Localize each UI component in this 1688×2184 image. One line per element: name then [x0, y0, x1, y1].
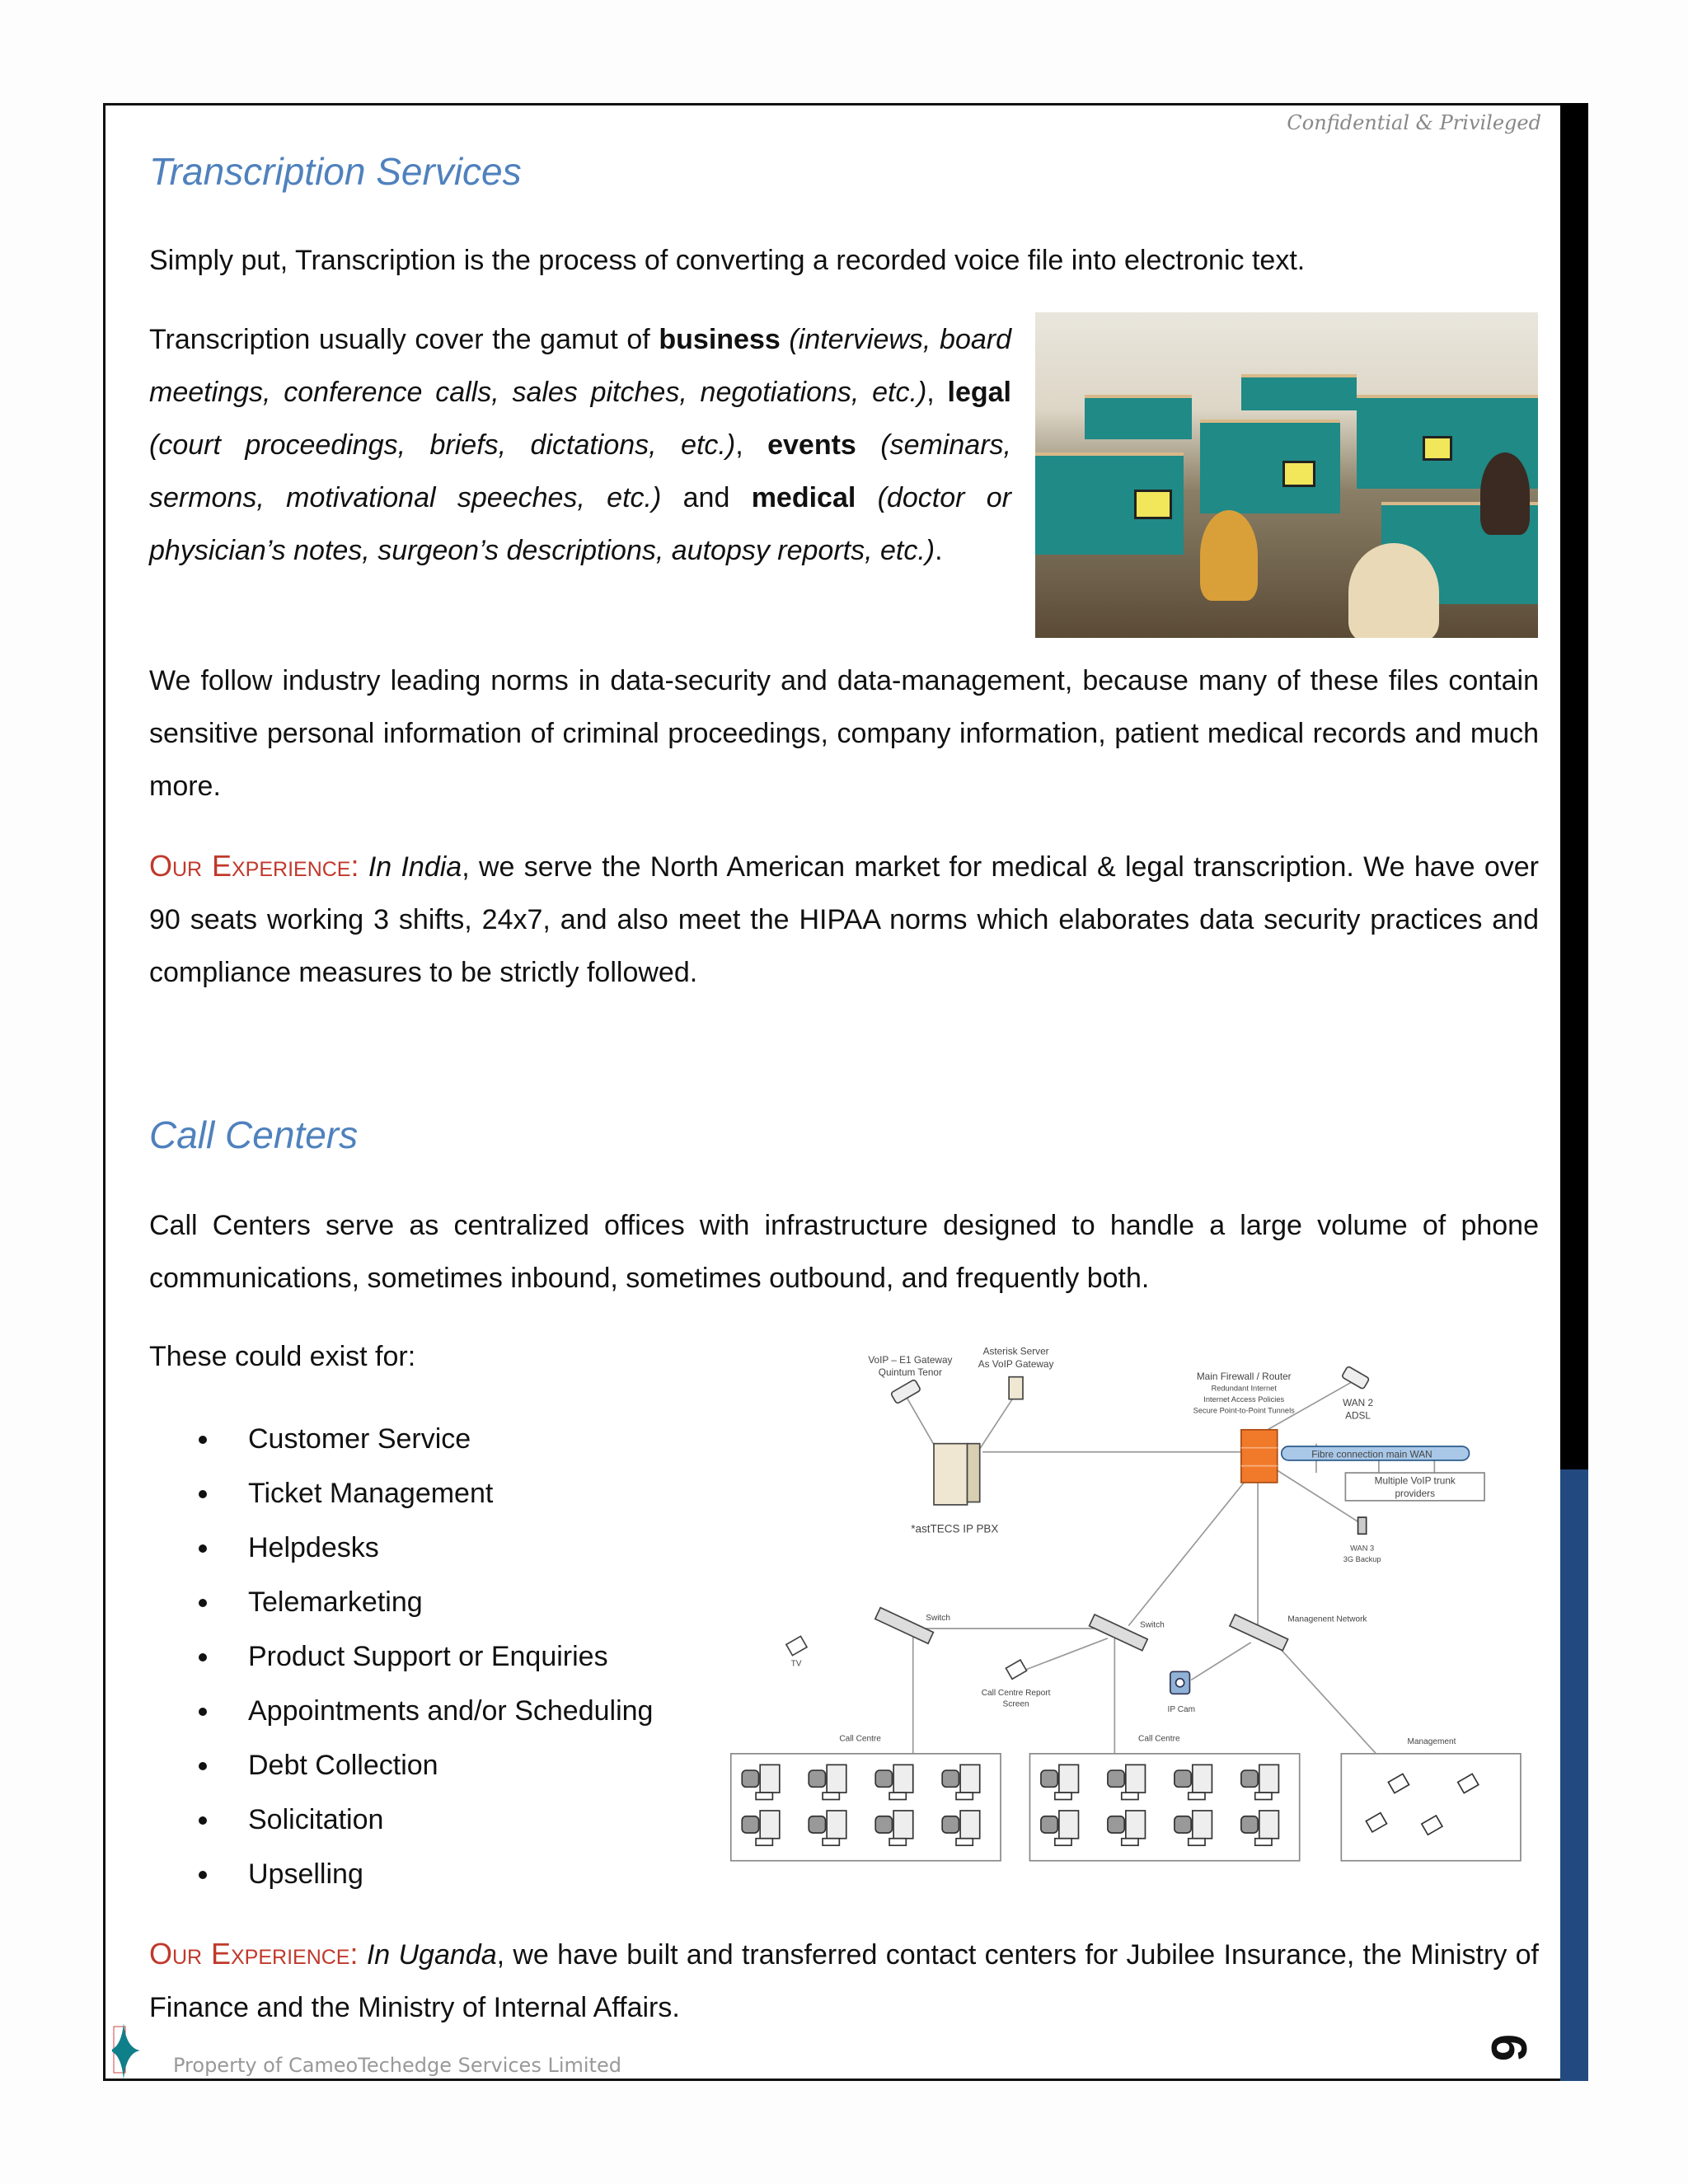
experience-label: Our Experience:	[149, 1937, 359, 1971]
bullet-icon	[199, 1653, 207, 1661]
bullet-icon	[199, 1599, 207, 1607]
text: Transcription usually cover the gamut of	[149, 324, 659, 355]
call-centers-intro: Call Centers serve as centralized offices with infrastructure designed to handle a large volume of phone communications, sometimes inbound, sometimes outbound, and frequently both.	[149, 1210, 1539, 1294]
asterisk-server-icon	[1009, 1377, 1023, 1399]
list-item-label: Ticket Management	[248, 1478, 494, 1509]
label-trunk-providers: providers	[1395, 1487, 1435, 1499]
bullet-icon	[199, 1436, 207, 1444]
label-quintum: Quintum Tenor	[878, 1366, 942, 1378]
tv-laptop-icon	[786, 1636, 807, 1655]
label-wan3: WAN 3	[1350, 1544, 1375, 1553]
list-item	[149, 1412, 653, 1466]
label-asterisk: Asterisk Server	[982, 1345, 1049, 1357]
section-title-call-centers: Call Centers	[149, 1113, 359, 1156]
ip-cam-icon	[1170, 1671, 1190, 1694]
company-logo-star-icon	[112, 2023, 162, 2081]
bold-medical: medical	[751, 482, 856, 513]
list-item-label: Helpdesks	[248, 1532, 379, 1563]
list-item	[149, 1738, 653, 1793]
label-firewall: Main Firewall / Router	[1196, 1371, 1292, 1383]
bullet-icon	[199, 1708, 207, 1716]
experience-text: , we have built and transferred contact centers for Jubilee Insurance, the Ministry of Finance and the Ministry of Internal Affairs.	[149, 1939, 1539, 2023]
transcription-experience	[149, 840, 1539, 999]
bullet-icon	[199, 1816, 207, 1825]
list-item	[149, 1847, 653, 1901]
label-3g-backup: 3G Backup	[1343, 1555, 1381, 1564]
list-item-label: Appointments and/or Scheduling	[248, 1695, 654, 1727]
bullet-icon	[199, 1871, 207, 1879]
label-tv: TV	[790, 1659, 802, 1669]
side-bar-black	[1560, 103, 1588, 1469]
label-fw-policies: Internet Access Policies	[1203, 1395, 1285, 1404]
pbx-server-icon	[934, 1444, 980, 1505]
voip-gateway-icon	[890, 1379, 921, 1404]
list-item	[149, 1629, 653, 1684]
label-pbx: *astTECS IP PBX	[911, 1522, 999, 1535]
label-call-centre-1: Call Centre	[839, 1734, 881, 1744]
bullet-icon	[199, 1762, 207, 1770]
list-item-label: Debt Collection	[248, 1750, 438, 1781]
text: ,	[735, 429, 768, 461]
label-wan2: WAN 2	[1343, 1397, 1374, 1409]
label-trunk: Multiple VoIP trunk	[1374, 1474, 1456, 1487]
list-item-label: Product Support or Enquiries	[248, 1641, 608, 1672]
security-paragraph: We follow industry leading norms in data-security and data-management, because many of these files contain sensitive personal information of criminal proceedings, company information, patient medical records and much more.	[149, 665, 1539, 802]
transcription-office-photo	[1035, 312, 1538, 638]
list-item-label: Solicitation	[248, 1804, 384, 1835]
text: .	[935, 535, 943, 566]
label-switch-2: Switch	[1140, 1620, 1165, 1630]
bold-events: events	[767, 429, 856, 461]
italic-text: (seminars, sermons, motivational speeches, etc.)	[149, 429, 1011, 513]
label-management-network: Managenent Network	[1287, 1615, 1367, 1624]
list-item-label: Telemarketing	[248, 1586, 423, 1618]
list-item	[149, 1521, 653, 1575]
switch-icon	[875, 1608, 934, 1644]
label-switch-1: Switch	[926, 1613, 950, 1623]
italic-text: (doctor or physician’s notes, surgeon’s descriptions, autopsy reports, etc.)	[149, 482, 1011, 566]
wan3-phone-icon	[1358, 1517, 1367, 1534]
list-item	[149, 1684, 653, 1738]
label-call-centre-2: Call Centre	[1138, 1734, 1180, 1744]
side-bar-blue	[1560, 1469, 1588, 2081]
italic-text: (interviews, board meetings, conference calls, sales pitches, negotiations, etc.)	[149, 324, 1011, 408]
label-management: Management	[1407, 1737, 1456, 1747]
experience-label: Our Experience:	[149, 849, 359, 883]
switch-icon	[1230, 1615, 1288, 1651]
list-item	[149, 1466, 653, 1521]
list-item-label: Upselling	[248, 1858, 363, 1890]
italic-text: (court proceedings, briefs, dictations, etc.)	[149, 429, 736, 461]
list-item-label: Customer Service	[248, 1423, 471, 1455]
section-title-transcription: Transcription Services	[149, 150, 522, 193]
label-voip-gateway: VoIP – E1 Gateway	[868, 1353, 953, 1366]
confidential-label: Confidential & Privileged	[1287, 111, 1541, 134]
call-center-uses-list	[149, 1412, 653, 1901]
text: ,	[926, 377, 948, 408]
switch-icon	[1090, 1615, 1148, 1651]
bold-legal: legal	[947, 377, 1011, 408]
experience-text: , we serve the North American market for medical & legal transcription. We have over 90 seats working 3 shifts, 24x7, and also meet the HIPAA norms which elaborates data security practices and compliance measures to be strictly followed.	[149, 851, 1540, 988]
label-report-screen: Call Centre Report	[981, 1688, 1051, 1698]
footer-property: Property of CameoTechedge Services Limited	[173, 2054, 621, 2077]
list-item	[149, 1575, 653, 1629]
list-item	[149, 1793, 653, 1847]
bullet-icon	[199, 1544, 207, 1553]
management-box	[1341, 1754, 1521, 1861]
bold-business: business	[659, 324, 781, 355]
experience-place: In Uganda	[366, 1939, 497, 1971]
transcription-gamut	[149, 313, 1011, 577]
label-fw-tunnels: Secure Point-to-Point Tunnels	[1193, 1406, 1295, 1415]
label-adsl: ADSL	[1345, 1409, 1371, 1422]
label-report-screen-2: Screen	[1002, 1699, 1029, 1709]
firewall-icon	[1241, 1430, 1278, 1483]
exist-for-label: These could exist for:	[149, 1341, 416, 1372]
transcription-intro: Simply put, Transcription is the process of converting a recorded voice file into electronic text.	[149, 245, 1306, 276]
label-asterisk-gw: As VoIP Gateway	[978, 1357, 1054, 1370]
bullet-icon	[199, 1490, 207, 1498]
page-number: 9	[1482, 2033, 1538, 2062]
connection-lines	[906, 1382, 1434, 1753]
label-fw-redundant: Redundant Internet	[1211, 1384, 1277, 1393]
label-fibre: Fibre connection main WAN	[1311, 1448, 1432, 1460]
call-center-experience	[149, 1928, 1539, 2034]
label-ip-cam: IP Cam	[1167, 1705, 1196, 1715]
experience-place: In India	[368, 851, 462, 883]
report-screen-laptop-icon	[1006, 1660, 1026, 1679]
text: and	[661, 482, 752, 513]
network-diagram	[725, 1343, 1525, 1865]
